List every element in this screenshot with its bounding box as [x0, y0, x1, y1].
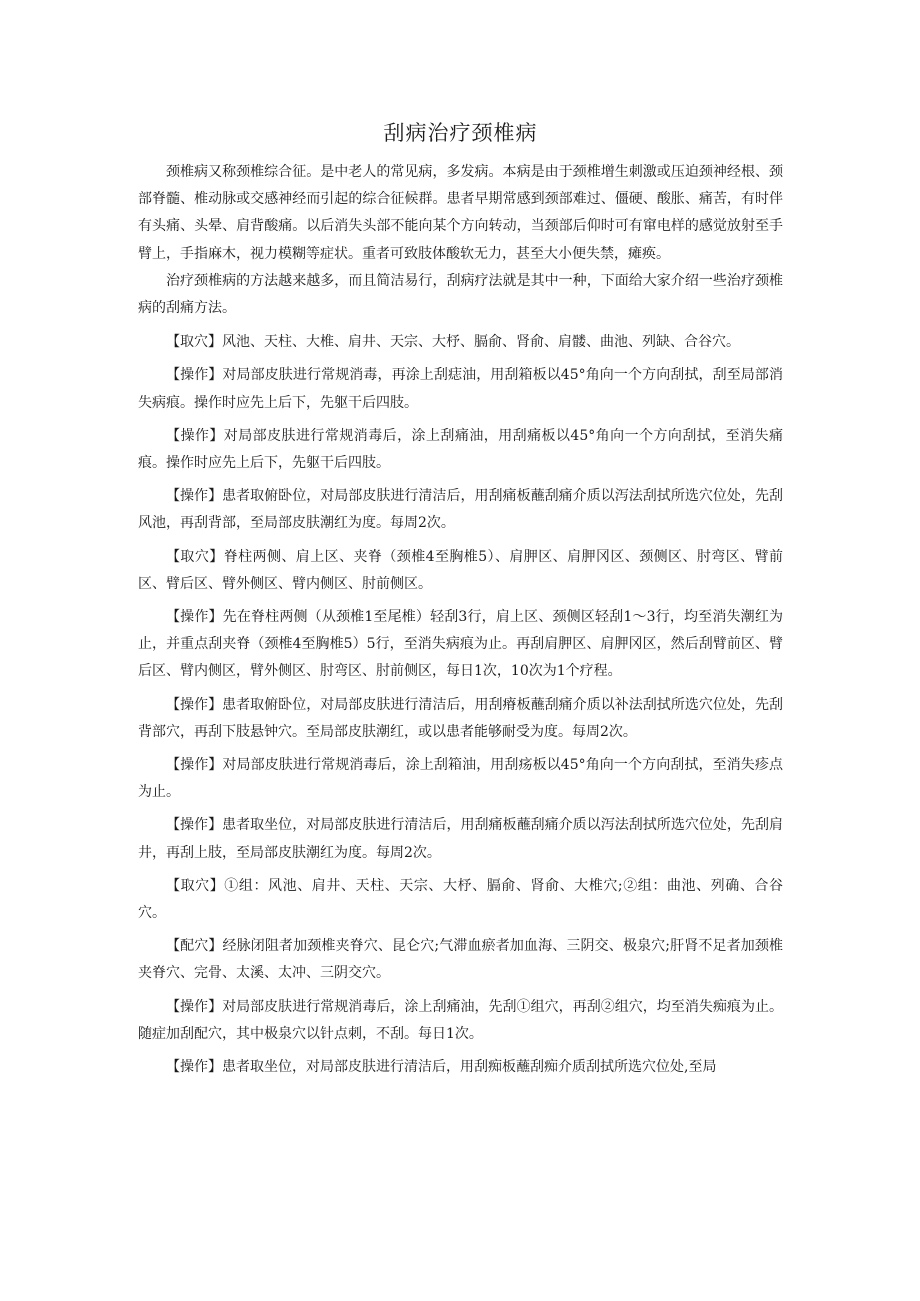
document-page: [138, 0, 783, 1081]
operation-paragraph: 【操作】患者取坐位，对局部皮肤进行清洁后，用刮痴板蘸刮痴介质刮拭所选穴位处,至局: [166, 1059, 717, 1076]
document-title: 刮病治疗颈椎病: [383, 121, 538, 145]
operation-paragraph: 【操作】患者取坐位，对局部皮肤进行清洁后，用刮痛板蘸刮痛介质以泻法刮拭所选穴位处，先刮肩井，再刮上肢，至局部皮肤潮红为度。每周2次。: [138, 817, 783, 861]
intro-paragraph: 颈椎病又称颈椎综合征。是中老人的常见病，多发病。本病是由于颈椎增生刺激或压迫颈神经根、颈部脊髓、椎动脉或交感神经而引起的综合征候群。患者早期常感到颈部难过、僵硬、酸胀、痛苦，有时伴有头痛、头晕、肩背酸痛。以后消失头部不能向某个方向转动，当颈部后仰时可有窜电样的感觉放射至手臂上，手指麻木，视力模糊等症状。重者可致肢体酸软无力，甚至大小便失禁，瘫痪。: [138, 164, 783, 262]
acupoint-paragraph: 【取穴】风池、天柱、大椎、肩井、天宗、大杼、膈俞、肾俞、肩髅、曲池、列缺、合谷穴。: [166, 334, 740, 351]
operation-paragraph: 【操作】对局部皮肤进行常规消毒，再涂上刮痣油，用刮箱板以45°角向一个方向刮拭，刮至局部消失病痕。操作时应先上后下，先躯干后四肢。: [138, 367, 783, 411]
operation-paragraph: 【操作】患者取俯卧位，对局部皮肤进行清洁后，用刮瘠板蘸刮痛介质以补法刮拭所选穴位处，先刮背部穴，再刮下肢悬钟穴。至局部皮肤潮红，或以患者能够耐受为度。每周2次。: [138, 696, 783, 740]
supplementary-acupoint-paragraph: 【配穴】经脉闭阻者加颈椎夹脊穴、昆仑穴;气滞血瘀者加血海、三阴交、极泉穴;肝肾不足者加颈椎夹脊穴、完骨、太溪、太冲、三阴交穴。: [138, 938, 783, 982]
acupoint-paragraph: 【取穴】①组：风池、肩井、天柱、天宗、大杼、膈俞、肾俞、大椎穴;②组：曲池、列确、合谷穴。: [138, 877, 783, 922]
operation-paragraph: 【操作】先在脊柱两侧（从颈椎1至尾椎）轻刮3行，肩上区、颈侧区轻刮1～3行，均至消失潮红为止，并重点刮夹脊（颈椎4至胸椎5）5行，至消失病痕为止。再刮肩胛区、肩胛冈区，然后刮臂前区、臂后区、臂内侧区，臂外侧区、肘弯区、肘前侧区，每日1次，10次为1个疗程。: [138, 609, 783, 680]
operation-paragraph: 【操作】对局部皮肤进行常规消毒后，涂上刮箱油，用刮疡板以45°角向一个方向刮拭，至消失疹点为止。: [138, 757, 783, 801]
operation-paragraph: 【操作】患者取俯卧位，对局部皮肤进行清洁后，用刮痛板蘸刮痛介质以泻法刮拭所选穴位处，先刮风池，再刮背部，至局部皮肤潮红为度。每周2次。: [138, 488, 783, 532]
operation-paragraph: 【操作】对局部皮肤进行常规消毒后，涂上刮痛油，用刮痛板以45°角向一个方向刮拭，至消失痛痕。操作时应先上后下，先躯干后四肢。: [138, 427, 783, 472]
operation-paragraph: 【操作】对局部皮肤进行常规消毒后，涂上刮痛油，先刮①组穴，再刮②组穴，均至消失痴痕为止。随症加刮配穴，其中极泉穴以针点刺，不刮。每日1次。: [138, 998, 783, 1042]
intro-paragraph: 治疗颈椎病的方法越来越多，而且简洁易行，刮病疗法就是其中一种，下面给大家介绍一些治疗颈椎病的刮痛方法。: [138, 272, 783, 317]
acupoint-paragraph: 【取穴】脊柱两侧、肩上区、夹脊（颈椎4至胸椎5）、肩胛区、肩胛冈区、颈侧区、肘弯区、臂前区、臂后区、臂外侧区、臂内侧区、肘前侧区。: [138, 548, 783, 592]
